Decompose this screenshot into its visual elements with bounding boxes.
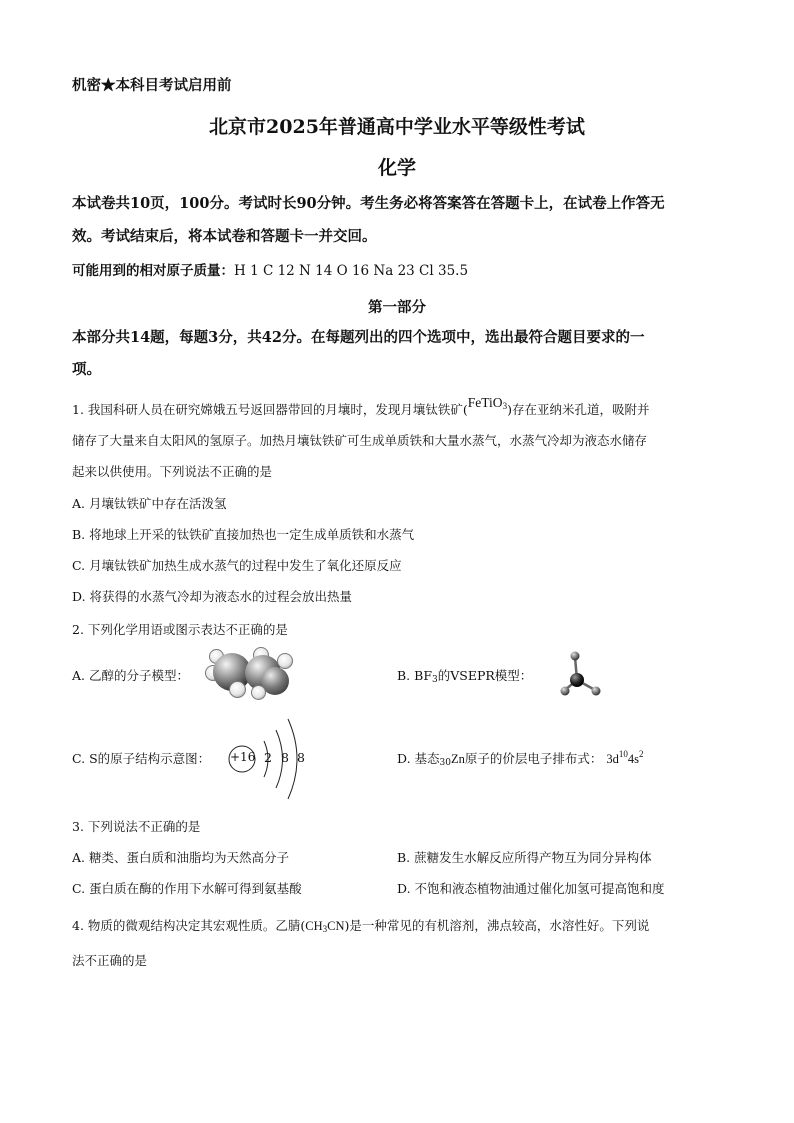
atomic-mass-line [72,259,468,279]
q4-text-a: 4. 物质的微观结构决定其宏观性质。乙腈( [72,918,306,933]
part-title: 第一部分 [368,299,426,316]
q1-formula-main: FeTiO [467,395,503,410]
atomic-mass-label: 可能用到的相对原子质量： [72,263,234,279]
shell-electrons-2: 8 [281,750,289,765]
q4-formula-cn: CN [327,919,345,933]
shell-electrons-3: 8 [297,750,305,765]
q3-option-d: D. 不饱和液态植物油通过催化加氢可提高饱和度 [397,881,665,896]
boron-atom [570,673,584,687]
subject-title: 化学 [377,157,416,179]
instructions-line-1: 本试卷共10页，100分。考试时长90分钟。考生务必将答案答在答题卡上，在试卷上作答无 [72,195,665,212]
q1-text-a: 1. 我国科研人员在研究嫦娥五号返回器带回的月壤时，发现月壤钛铁矿( [72,402,468,417]
q1-option-d: D. 将获得的水蒸气冷却为液态水的过程会放出热量 [72,589,353,604]
fluorine-atom [592,687,601,696]
q4-formula [305,919,344,933]
instructions-line-2: 效。考试结束后，将本试卷和答题卡一并交回。 [72,228,377,245]
q2-b-prefix: B. BF [397,668,432,683]
q2-option-b [397,666,532,685]
q4-formula-ch: CH [305,919,323,933]
q4-stem-line-2: 法不正确的是 [72,953,148,968]
q1-option-c: C. 月壤钛铁矿加热生成水蒸气的过程中发生了氧化还原反应 [72,558,402,573]
fluorine-atom [561,687,570,696]
q1-formula-sub: 3 [502,401,508,411]
q1-option-b: B. 将地球上开采的钛铁矿直接加热也一定生成单质铁和水蒸气 [72,527,415,542]
hydrogen-atom [277,653,293,669]
bf3-vsepr-model-image [560,650,606,698]
part-desc-line-2: 项。 [72,361,101,378]
q3-option-b: B. 蔗糖发生水解反应所得产物互为同分异构体 [397,850,652,865]
sulfur-atom-diagram [226,713,316,805]
config-4s: 4s [627,752,640,766]
q1-stem-line-1 [72,395,650,418]
hydrogen-atom [229,681,246,698]
q2-option-d [397,749,644,768]
zn-symbol: Zn [450,752,465,766]
q2-b-suffix: 的VSEPR模型： [437,668,533,683]
fluorine-atom [571,652,580,661]
q2-option-c: C. S的原子结构示意图： [72,751,211,766]
q4-text-b: )是一种常见的有机溶剂，沸点较高，水溶性好。下列说 [344,918,650,933]
zn-electron-config [606,749,644,766]
q3-stem: 3. 下列说法不正确的是 [72,819,201,834]
q1-text-b: )存在亚纳米孔道，吸附并 [507,402,650,417]
q2-option-a: A. 乙醇的分子模型： [72,668,189,683]
confidential-label: 机密★本科目考试启用前 [72,77,232,94]
config-4s-count: 2 [639,749,644,759]
q3-option-a: A. 糖类、蛋白质和油脂均为天然高分子 [72,850,289,865]
ethanol-model-image [203,645,303,701]
q1-option-a: A. 月壤钛铁矿中存在活泼氢 [72,496,227,511]
q2-d-suffix: 原子的价层电子排布式： [464,751,603,766]
config-3d: 3d [606,752,619,766]
config-3d-count: 10 [618,749,628,759]
hydrogen-atom [251,685,266,700]
q4-formula-sub: 3 [322,924,328,934]
q2-stem: 2. 下列化学用语或图示表达不正确的是 [72,622,288,637]
q3-option-c: C. 蛋白质在酶的作用下水解可得到氨基酸 [72,881,302,896]
shell-electrons-1: 2 [264,750,272,765]
q1-stem-line-2: 储存了大量来自太阳风的氢原子。加热月壤钛铁矿可生成单质铁和大量水蒸气，水蒸气冷却为液态水储存 [72,433,648,448]
q2-d-prefix: D. 基态 [397,751,440,766]
zn-atomic-number: 30 [439,758,451,768]
part-desc-line-1: 本部分共14题，每题3分，共42分。在每题列出的四个选项中，选出最符合题目要求的一 [72,329,645,346]
q1-stem-line-3: 起来以供使用。下列说法不正确的是 [72,464,273,479]
nucleus-charge: +16 [230,750,256,764]
exam-title: 北京市2025年普通高中学业水平等级性考试 [209,116,585,138]
q2-b-subscript: 3 [432,675,438,685]
q1-formula [468,395,507,410]
atomic-mass-values: H 1 C 12 N 14 O 16 Na 23 Cl 35.5 [234,263,469,279]
q4-stem-line-1 [72,916,649,934]
